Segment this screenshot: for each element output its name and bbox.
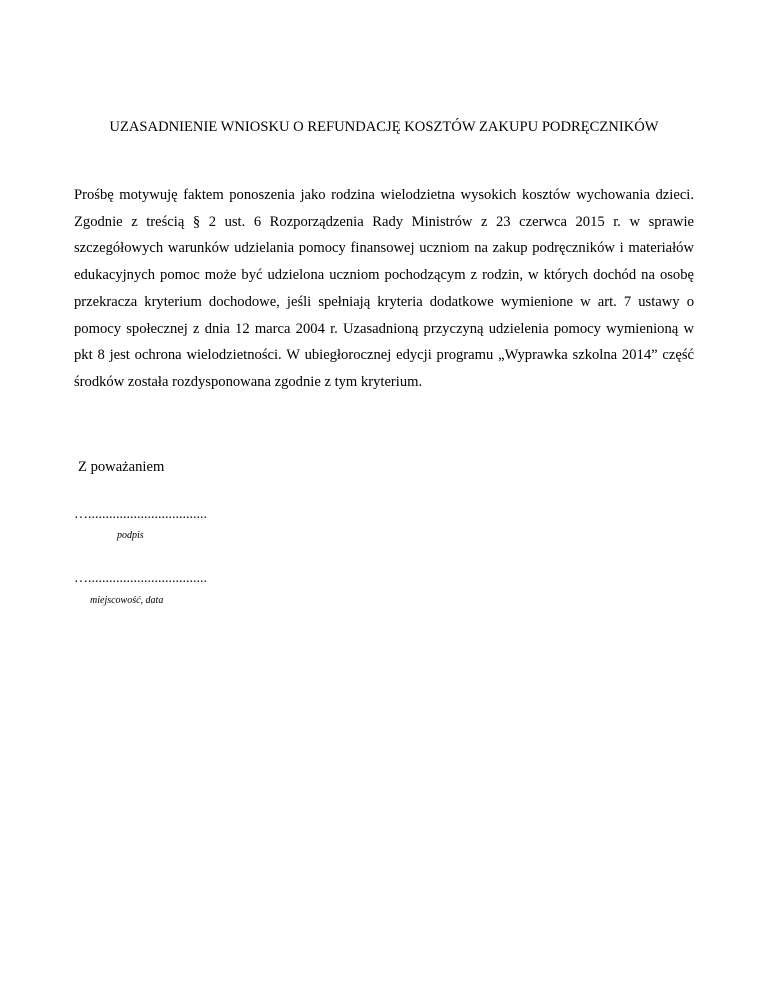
- signature-line: …..................................: [74, 507, 207, 522]
- closing-phrase: Z poważaniem: [78, 459, 165, 475]
- document-title: UZASADNIENIE WNIOSKU O REFUNDACJĘ KOSZTÓW ZAKUPU PODRĘCZNIKÓW: [109, 119, 659, 135]
- justification-paragraph: [74, 182, 694, 396]
- place-date-caption: miejscowość, data: [90, 595, 164, 606]
- body-paragraph-text: Prośbę motywuję faktem ponoszenia jako rodzina wielodzietna wysokich kosztów wychowania dzieci. Zgodnie z treścią § 2 ust. 6 Rozporządzenia Rady Ministrów z 23 czerwca 2015 r. w sprawie szczegółowych warunków udzielania pomocy finansowej uczniom na zakup podręczników i materiałów edukacyjnych pomoc może być udzielona uczniom pochodzącym z rodzin, w których dochód na osobę przekracza kryterium dochodowe, jeśli spełniają kryteria dodatkowe wymienione w art. 7 ustawy o pomocy społecznej z dnia 12 marca 2004 r. Uzasadnioną przyczyną udzielenia pomocy wymienioną w pkt 8 jest ochrona wielodzietności. W ubiegłorocznej edycji programu „Wyprawka szkolna 2014” część środków została rozdysponowana zgodnie z tym kryterium.: [74, 187, 694, 390]
- signature-caption: podpis: [117, 530, 144, 541]
- place-date-line: …..................................: [74, 571, 207, 586]
